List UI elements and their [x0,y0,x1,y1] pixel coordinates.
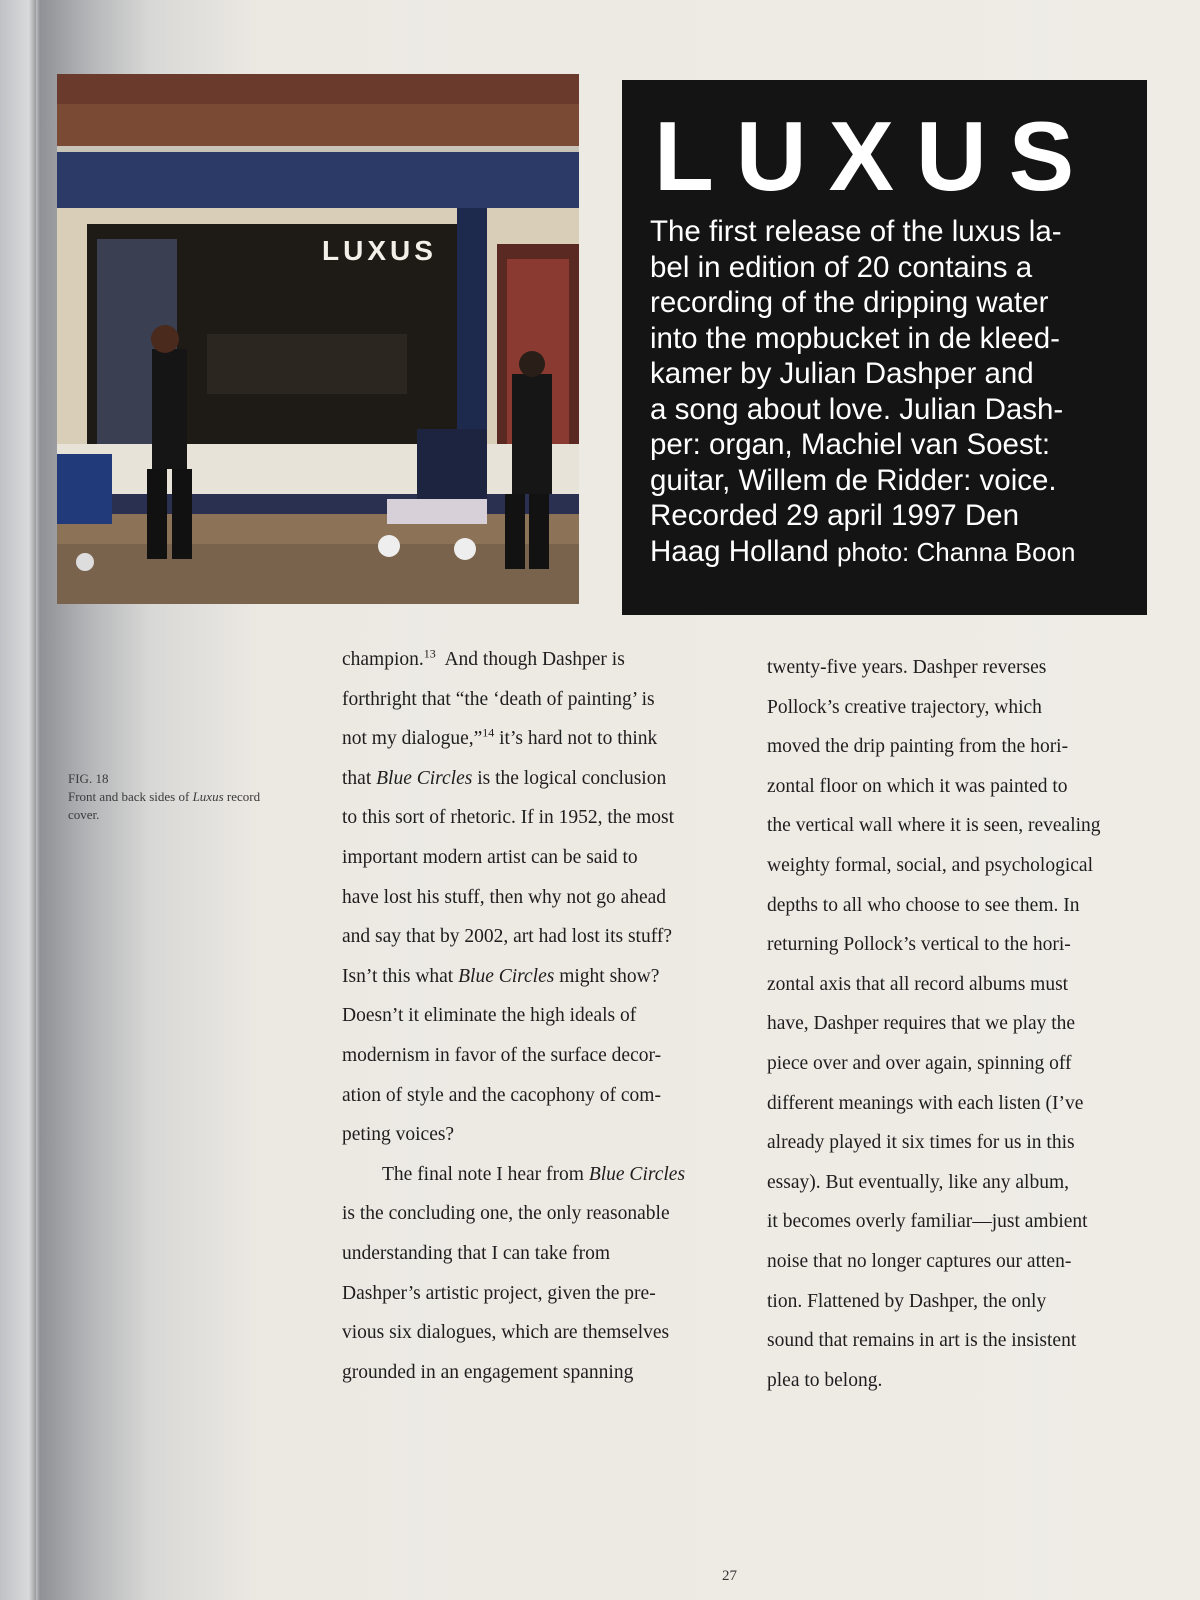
caption-text-end: record cover. [68,789,261,822]
text-line: understanding that I can take from [342,1242,611,1264]
figure-caption [68,770,268,824]
book-spine [0,0,36,1600]
text-span: not my dialogue,” [342,728,483,750]
text-line: tion. Flattened by Dashper, the only [767,1290,1047,1312]
text-span: might show? [554,965,660,987]
luxus-line: recording of the dripping water [650,286,1049,319]
luxus-info-panel [622,80,1147,615]
photo-credit: photo: Channa Boon [836,536,1076,567]
luxus-line-last [650,534,1121,571]
luxus-line: The first release of the luxus la- [650,215,1062,248]
text-line: have, Dashper requires that we play the [767,1013,1076,1035]
footnote-ref: 13 [423,646,436,661]
text-line: important modern artist can be said to [342,846,638,868]
luxus-line: into the mopbucket in de kleed- [650,321,1060,355]
text-span: is the logical conclusion [472,767,667,789]
italic-title: Blue Circles [588,1163,686,1185]
text-span: And though Dashper is [435,649,625,670]
luxus-title: LUXUS [654,101,1097,211]
text-line: to this sort of rhetoric. If in 1952, the most [342,807,674,829]
text-line: modernism in favor of the surface decor- [342,1044,662,1066]
text-span: it’s hard not to think [494,728,658,750]
luxus-line: a song about love. Julian Dash- [650,392,1064,426]
luxus-line: Recorded 29 april 1997 Den [650,499,1019,532]
text-line: weighty formal, social, and psychological [767,854,1093,876]
footnote-ref: 14 [482,725,495,740]
luxus-line-text: Haag Holland [650,534,829,568]
text-line: Pollock’s creative trajectory, which [767,696,1042,718]
caption-italic: Luxus [192,789,224,804]
luxus-description [650,214,1121,570]
body-column-right [767,648,1117,1400]
text-line: depths to all who choose to see them. In [767,894,1080,916]
text-line: peting voices? [342,1124,455,1146]
page-number: 27 [722,1568,737,1584]
text-line: already played it six times for us in this [767,1132,1075,1154]
text-line: Doesn’t it eliminate the high ideals of [342,1005,637,1027]
text-line: the vertical wall where it is seen, revealing [767,815,1101,837]
text-line: ation of style and the cacophony of com- [342,1084,661,1106]
text-line: returning Pollock’s vertical to the hori- [767,934,1071,956]
text-line: noise that no longer captures our atten- [767,1250,1072,1272]
text-line: piece over and over again, spinning off [767,1052,1072,1074]
text-line [342,719,692,759]
text-line: forthright that “the ‘death of painting’ is [342,688,655,710]
text-line: moved the drip painting from the hori- [767,736,1069,758]
text-line: twenty-five years. Dashper reverses [767,657,1047,678]
text-line: and say that by 2002, art had lost its stuff? [342,926,673,948]
storefront-sign: LUXUS [322,235,437,266]
text-span: Isn’t this what [342,965,459,987]
luxus-line: kamer by Julian Dashper and [650,357,1034,390]
body-column-left [342,640,692,1392]
text-line: Dashper’s artistic project, given the pre- [342,1282,656,1304]
text-span: champion. [342,649,424,670]
storefront-illustration [57,74,579,604]
text-span: The final note I hear from [382,1163,589,1185]
text-line: is the concluding one, the only reasonable [342,1203,670,1225]
text-line [342,759,692,799]
luxus-line: per: organ, Machiel van Soest: [650,428,1051,461]
text-line: zontal floor on which it was painted to [767,775,1068,797]
text-line: vious six dialogues, which are themselves [342,1322,670,1344]
text-line: have lost his stuff, then why not go ahead [342,886,667,908]
text-line: sound that remains in art is the insistent [767,1330,1077,1352]
text-line: different meanings with each listen (I’ve [767,1092,1084,1114]
figure-number: FIG. 18 [68,771,109,786]
text-line [342,640,692,680]
text-line [342,957,692,997]
luxus-line: guitar, Willem de Ridder: voice. [650,463,1057,497]
text-span: that [342,767,377,789]
text-line: it becomes overly familiar—just ambient [767,1211,1088,1233]
text-line: zontal axis that all record albums must [767,973,1069,995]
italic-title: Blue Circles [376,767,473,789]
text-line-indented [342,1155,692,1195]
luxus-line: bel in edition of 20 contains a [650,250,1033,284]
text-line: grounded in an engagement spanning [342,1361,634,1383]
italic-title: Blue Circles [458,965,555,987]
caption-text: Front and back sides of [68,789,193,804]
text-line: plea to belong. [767,1369,883,1391]
text-line: essay). But eventually, like any album, [767,1171,1069,1193]
storefront-photo [57,74,579,604]
